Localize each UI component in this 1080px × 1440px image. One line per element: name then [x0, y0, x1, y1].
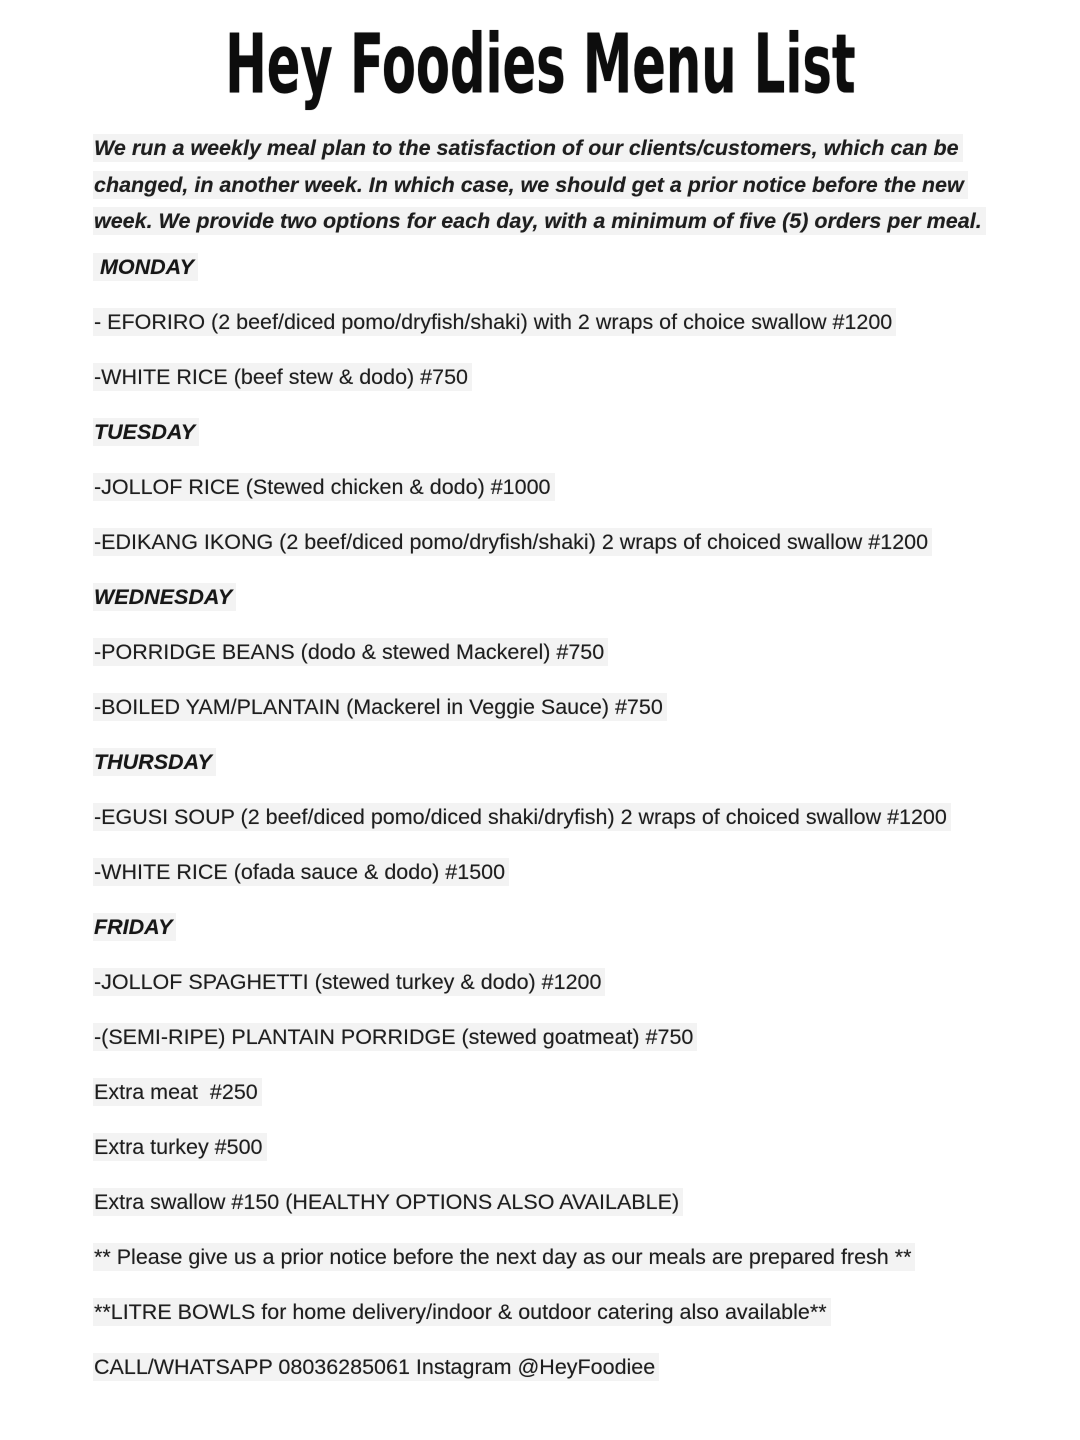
extra-item-text: Extra meat #250 [93, 1078, 262, 1106]
menu-item-friday-1 [93, 971, 1023, 994]
day-header-friday [93, 916, 1023, 939]
day-header-text: MONDAY [93, 253, 198, 281]
day-header-monday [93, 256, 1023, 279]
extra-item-turkey [93, 1136, 1023, 1159]
day-header-tuesday [93, 421, 1023, 444]
menu-list [93, 256, 1023, 1379]
menu-item-text: -WHITE RICE (beef stew & dodo) #750 [93, 363, 472, 391]
menu-item-tuesday-1 [93, 476, 1023, 499]
note-litre-bowls [93, 1301, 1023, 1324]
menu-item-text: -PORRIDGE BEANS (dodo & stewed Mackerel) #750 [93, 638, 608, 666]
extra-item-swallow [93, 1191, 1023, 1214]
menu-item-text: - EFORIRO (2 beef/diced pomo/dryfish/shaki) with 2 wraps of choice swallow #1200 [93, 308, 896, 336]
contact-line [93, 1356, 1023, 1379]
intro-text: We run a weekly meal plan to the satisfaction of our clients/customers, which can be changed, in another week. In which case, we should get a prior notice before the new week. We provide two options for each day, with a minimum of five (5) orders per meal. [93, 134, 986, 235]
day-header-text: WEDNESDAY [93, 583, 236, 611]
menu-item-text: -EDIKANG IKONG (2 beef/diced pomo/dryfish/shaki) 2 wraps of choiced swallow #1200 [93, 528, 932, 556]
note-text: ** Please give us a prior notice before the next day as our meals are prepared fresh ** [93, 1243, 915, 1271]
day-header-text: TUESDAY [93, 418, 199, 446]
menu-item-monday-2 [93, 366, 1023, 389]
menu-item-text: -JOLLOF RICE (Stewed chicken & dodo) #1000 [93, 473, 555, 501]
menu-item-friday-2 [93, 1026, 1023, 1049]
page-title-text: Hey Foodies Menu List [224, 17, 856, 112]
menu-item-thursday-2 [93, 861, 1023, 884]
day-header-thursday [93, 751, 1023, 774]
note-text: **LITRE BOWLS for home delivery/indoor & outdoor catering also available** [93, 1298, 831, 1326]
day-header-wednesday [93, 586, 1023, 609]
contact-text: CALL/WHATSAPP 08036285061 Instagram @HeyFoodiee [93, 1353, 659, 1381]
menu-item-text: -(SEMI-RIPE) PLANTAIN PORRIDGE (stewed goatmeat) #750 [93, 1023, 697, 1051]
menu-item-wednesday-2 [93, 696, 1023, 719]
extra-item-text: Extra turkey #500 [93, 1133, 267, 1161]
extra-item-meat [93, 1081, 1023, 1104]
note-prior-notice [93, 1246, 1023, 1269]
menu-item-tuesday-2 [93, 531, 1023, 554]
day-header-text: THURSDAY [93, 748, 216, 776]
menu-item-wednesday-1 [93, 641, 1023, 664]
menu-item-monday-1 [93, 311, 1023, 334]
extra-item-text: Extra swallow #150 (HEALTHY OPTIONS ALSO AVAILABLE) [93, 1188, 683, 1216]
menu-item-text: -EGUSI SOUP (2 beef/diced pomo/diced shaki/dryfish) 2 wraps of choiced swallow #1200 [93, 803, 951, 831]
intro-paragraph [93, 130, 1003, 240]
day-header-text: FRIDAY [93, 913, 176, 941]
menu-item-text: -WHITE RICE (ofada sauce & dodo) #1500 [93, 858, 509, 886]
menu-item-thursday-1 [93, 806, 1023, 829]
page-title [0, 0, 1080, 114]
menu-item-text: -BOILED YAM/PLANTAIN (Mackerel in Veggie Sauce) #750 [93, 693, 667, 721]
menu-item-text: -JOLLOF SPAGHETTI (stewed turkey & dodo) #1200 [93, 968, 605, 996]
